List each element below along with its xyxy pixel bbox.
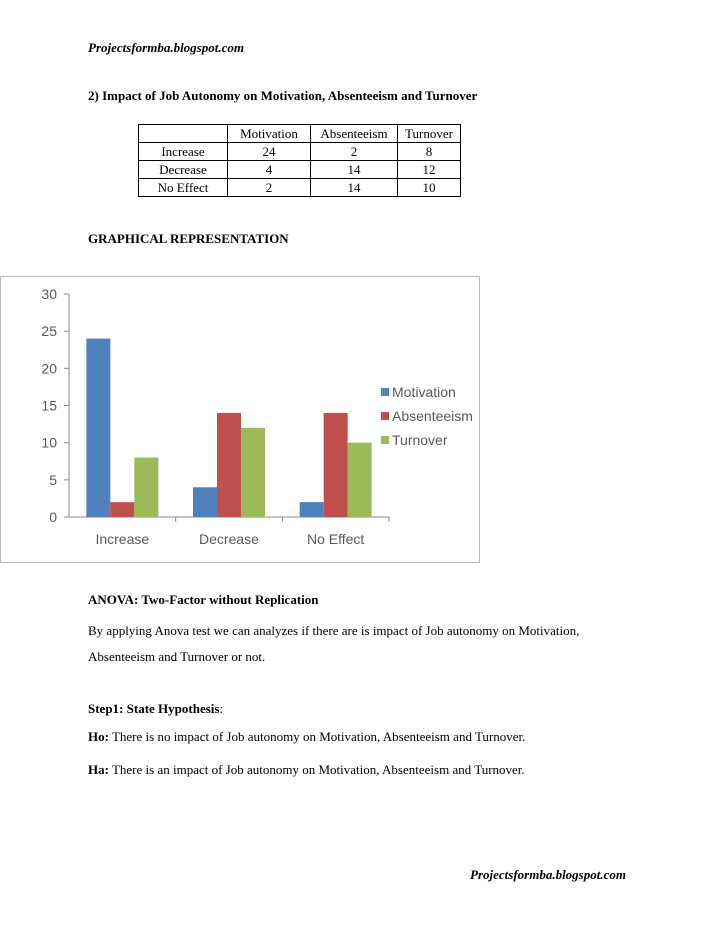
table-col-header: Absenteeism: [311, 125, 398, 143]
graph-heading: GRAPHICAL REPRESENTATION: [88, 231, 289, 246]
x-tick-label: Decrease: [199, 531, 259, 547]
legend-swatch: [381, 436, 389, 444]
table-row: [139, 179, 461, 197]
ho-label: Ho:: [88, 729, 109, 744]
table-cell: 8: [398, 143, 461, 161]
x-tick-label: Increase: [95, 531, 150, 547]
bar: [217, 413, 241, 517]
y-tick-label: 15: [41, 397, 57, 414]
chart-frame: [0, 276, 480, 563]
table-row-label: Increase: [139, 143, 228, 161]
bar: [324, 413, 348, 517]
table-row-label: No Effect: [139, 179, 228, 197]
table-row: [139, 161, 461, 179]
table-cell: 12: [398, 161, 461, 179]
footer-site: Projectsformba.blogspot.com: [470, 867, 626, 882]
x-tick-label: No Effect: [307, 531, 365, 547]
bar-chart: [1, 277, 479, 562]
table-cell: 14: [311, 179, 398, 197]
table-col-header: Turnover: [398, 125, 461, 143]
anova-line-1: By applying Anova test we can analyzes if there are is impact of Job autonomy on Motivation,: [88, 623, 580, 638]
anova-line-2: Absenteeism and Turnover or not.: [88, 649, 266, 664]
legend-swatch: [381, 388, 389, 396]
bar: [241, 428, 265, 517]
table-cell: 24: [228, 143, 311, 161]
step1-colon: :: [219, 701, 224, 716]
step1-title: [88, 696, 223, 722]
table-col-header: Motivation: [228, 125, 311, 143]
y-tick-label: 25: [41, 323, 57, 340]
ho-statement: [88, 724, 525, 750]
table-header-row: [139, 125, 461, 143]
anova-heading: ANOVA: Two-Factor without Replication: [88, 592, 319, 607]
bar: [134, 458, 158, 517]
bar: [300, 502, 324, 517]
legend-swatch: [381, 412, 389, 420]
table-row: [139, 143, 461, 161]
table-row-label: Decrease: [139, 161, 228, 179]
y-tick-label: 30: [41, 286, 57, 302]
header-site: Projectsformba.blogspot.com: [88, 40, 244, 55]
legend-label: Turnover: [392, 432, 448, 448]
bar: [110, 502, 134, 517]
ha-text: There is an impact of Job autonomy on Motivation, Absenteeism and Turnover.: [108, 762, 525, 777]
legend-label: Absenteeism: [392, 408, 473, 424]
table-corner-cell: [139, 125, 228, 143]
bar: [193, 487, 217, 517]
table-cell: 4: [228, 161, 311, 179]
y-tick-label: 5: [49, 471, 57, 488]
ha-label: Ha:: [88, 762, 109, 777]
bar: [86, 339, 110, 517]
section-title: 2) Impact of Job Autonomy on Motivation, Absenteeism and Turnover: [88, 88, 478, 103]
table-cell: 10: [398, 179, 461, 197]
bar: [348, 443, 372, 517]
y-tick-label: 10: [41, 434, 57, 451]
table-cell: 2: [311, 143, 398, 161]
y-tick-label: 0: [49, 509, 57, 525]
legend-label: Motivation: [392, 384, 456, 400]
step1-title-bold: Step1: State Hypothesis: [88, 701, 220, 716]
ho-text: There is no impact of Job autonomy on Motivation, Absenteeism and Turnover.: [108, 729, 526, 744]
y-tick-label: 20: [41, 360, 57, 377]
data-table: [138, 124, 461, 197]
ha-statement: [88, 757, 525, 783]
table-cell: 2: [228, 179, 311, 197]
table-cell: 14: [311, 161, 398, 179]
